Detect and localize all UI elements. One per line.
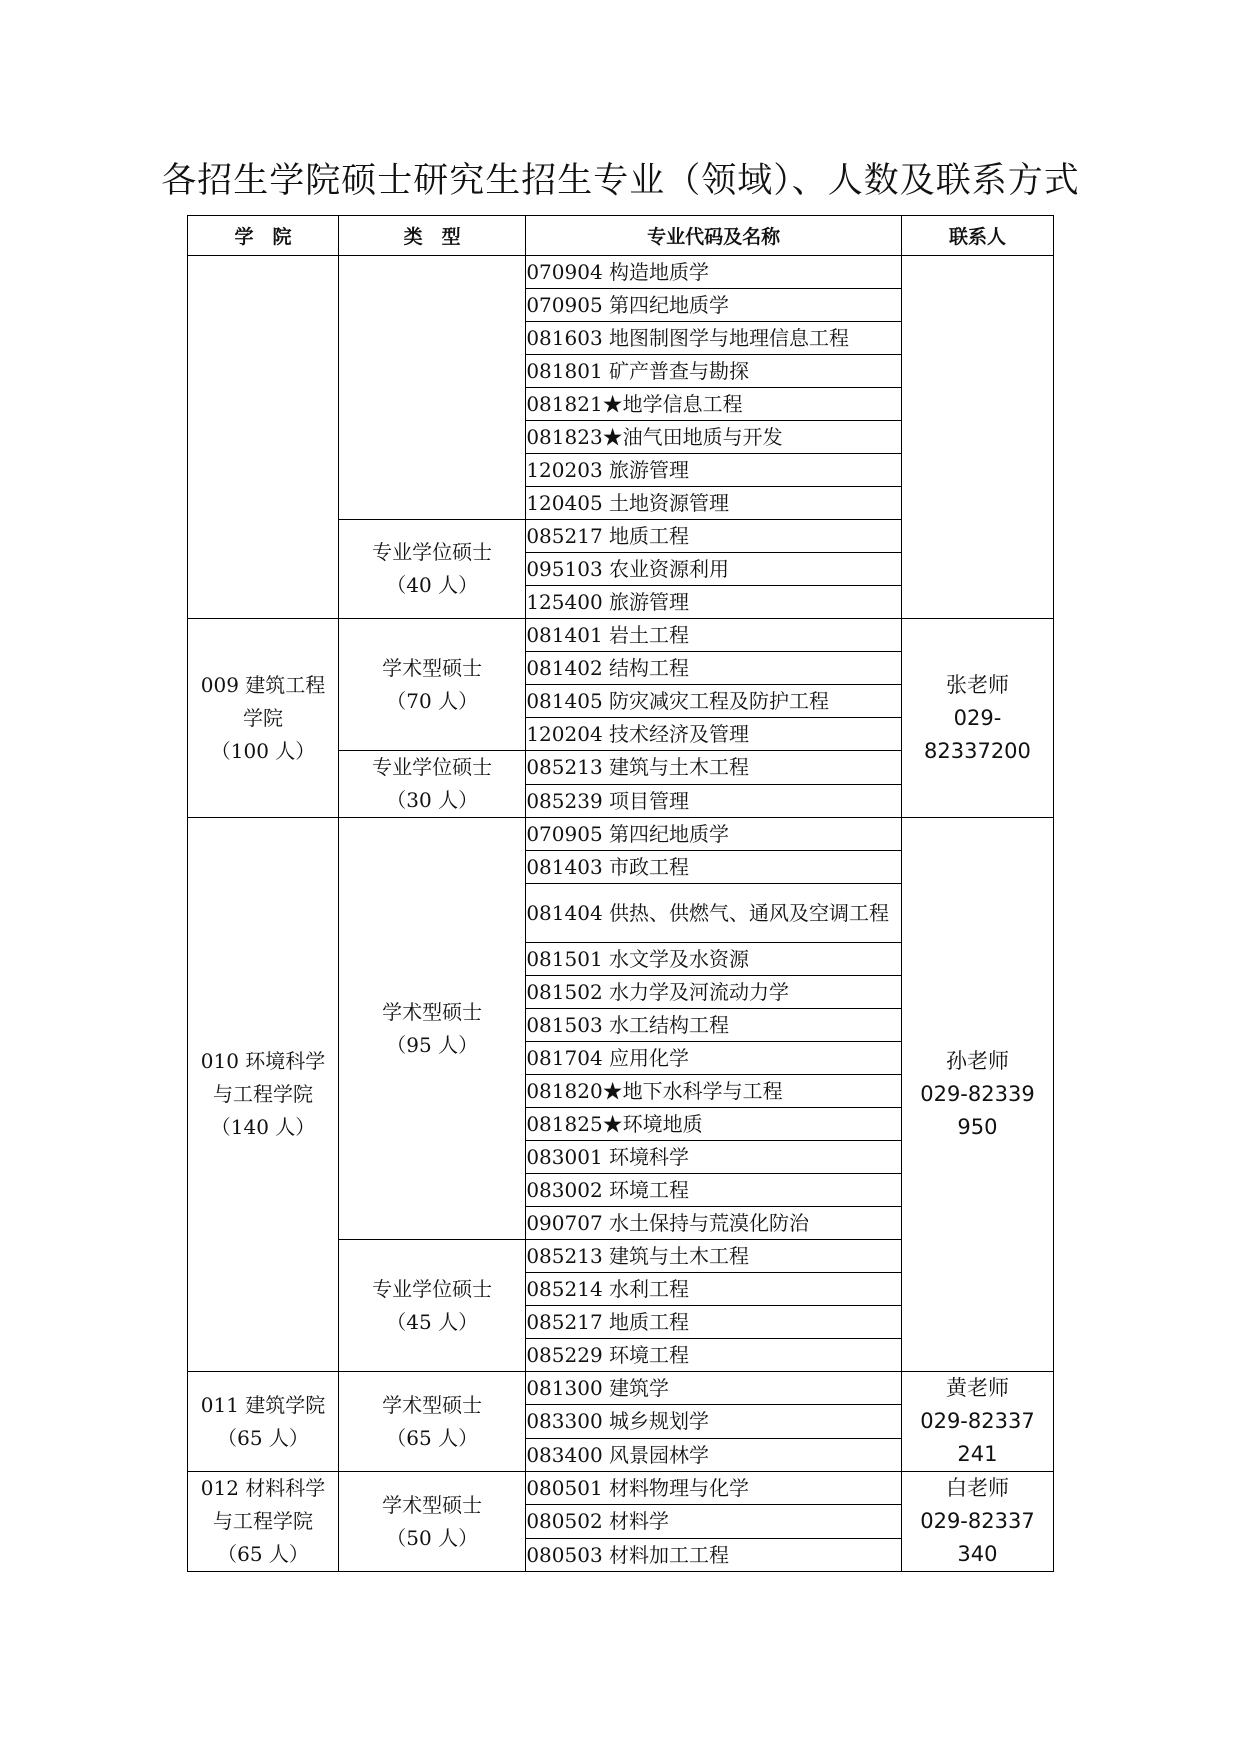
- contact-name: 黄老师: [945, 1376, 1009, 1400]
- major-cell: 070904 构造地质学: [526, 256, 902, 289]
- header-row: [188, 216, 1054, 256]
- major-cell: 081405 防灾减灾工程及防护工程: [526, 685, 902, 718]
- degree-type-line: 学术型硕士: [382, 1492, 483, 1517]
- table-body: [188, 256, 1054, 1572]
- contact-phone: 029-82339: [920, 1082, 1035, 1106]
- degree-type-line: （50 人）: [386, 1525, 479, 1550]
- degree-type-cell: [339, 1372, 526, 1472]
- college-cell: [188, 256, 339, 619]
- major-cell: 070905 第四纪地质学: [526, 818, 902, 851]
- major-cell: 085217 地质工程: [526, 520, 902, 553]
- degree-type-cell: [339, 818, 526, 1240]
- degree-type-line: 专业学位硕士: [372, 1276, 493, 1301]
- header-type: 类 型: [339, 216, 526, 256]
- degree-type-line: （70 人）: [386, 688, 479, 713]
- table-row: [188, 619, 1054, 652]
- college-line: （140 人）: [210, 1115, 316, 1139]
- major-cell: 120204 技术经济及管理: [526, 718, 902, 751]
- major-cell: 081502 水力学及河流动力学: [526, 976, 902, 1009]
- contact-name: 白老师: [945, 1476, 1009, 1500]
- college-cell: [188, 1472, 339, 1572]
- contact-phone: 029-82337: [920, 1509, 1035, 1533]
- college-line: （65 人）: [217, 1425, 309, 1450]
- major-cell: 081503 水工结构工程: [526, 1009, 902, 1042]
- major-cell: 081801 矿产普查与勘探: [526, 355, 902, 388]
- major-cell: 081820★地下水科学与工程: [526, 1075, 902, 1108]
- degree-type-cell: [339, 520, 526, 619]
- major-cell: 095103 农业资源利用: [526, 553, 902, 586]
- college-cell: [188, 1372, 339, 1472]
- header-contact: 联系人: [901, 216, 1053, 256]
- contact-cell: [901, 256, 1053, 619]
- major-cell: 083001 环境科学: [526, 1141, 902, 1174]
- degree-type-line: 学术型硕士: [382, 999, 483, 1024]
- degree-type-line: （30 人）: [386, 788, 479, 812]
- major-cell: 081300 建筑学: [526, 1372, 902, 1405]
- contact-name: 孙老师: [945, 1049, 1009, 1073]
- major-cell: 080502 材料学: [526, 1505, 902, 1538]
- contact-phone: 241: [957, 1442, 998, 1466]
- major-cell: 120203 旅游管理: [526, 454, 902, 487]
- major-cell: 083002 环境工程: [526, 1174, 902, 1207]
- table-row: [188, 1372, 1054, 1405]
- major-cell: 081403 市政工程: [526, 851, 902, 884]
- degree-type-cell: [339, 1472, 526, 1572]
- page-title: 各招生学院硕士研究生招生专业（领域）、人数及联系方式: [161, 161, 1080, 201]
- major-cell: 081402 结构工程: [526, 652, 902, 685]
- college-line: 009 建筑工程: [200, 672, 326, 697]
- degree-type-cell: [339, 1240, 526, 1372]
- major-cell: 120405 土地资源管理: [526, 487, 902, 520]
- major-cell: 085217 地质工程: [526, 1306, 902, 1339]
- college-cell: [188, 619, 339, 818]
- degree-type-line: （40 人）: [386, 573, 479, 597]
- major-cell: 090707 水土保持与荒漠化防治: [526, 1207, 902, 1240]
- contact-phone: 029-: [953, 705, 1002, 730]
- contact-cell: [901, 619, 1053, 818]
- degree-type-line: （45 人）: [386, 1309, 479, 1334]
- degree-type-line: （65 人）: [386, 1425, 479, 1450]
- header-major: 专业代码及名称: [526, 216, 902, 256]
- degree-type-line: 专业学位硕士: [372, 755, 493, 779]
- major-cell: 085229 环境工程: [526, 1339, 902, 1372]
- contact-cell: [901, 1472, 1053, 1572]
- degree-type-line: （95 人）: [386, 1032, 479, 1057]
- degree-type-cell: [339, 751, 526, 818]
- major-cell: 081823★油气田地质与开发: [526, 421, 902, 454]
- degree-type-line: 专业学位硕士: [372, 540, 493, 564]
- major-cell: 085214 水利工程: [526, 1273, 902, 1306]
- contact-cell: [901, 1372, 1053, 1472]
- college-line: 010 环境科学: [200, 1049, 326, 1073]
- major-cell: 081404 供热、供燃气、通风及空调工程: [526, 884, 902, 943]
- contact-phone: 029-82337: [920, 1409, 1035, 1433]
- contact-phone: 340: [957, 1542, 998, 1566]
- degree-type-line: 学术型硕士: [382, 1392, 483, 1417]
- college-line: 学院: [243, 705, 284, 730]
- major-cell: 085213 建筑与土木工程: [526, 1240, 902, 1273]
- major-cell: 081501 水文学及水资源: [526, 943, 902, 976]
- major-cell: 080503 材料加工工程: [526, 1538, 902, 1571]
- college-line: 与工程学院: [213, 1509, 314, 1533]
- major-cell: 081401 岩土工程: [526, 619, 902, 652]
- major-cell: 083300 城乡规划学: [526, 1405, 902, 1438]
- major-cell: 125400 旅游管理: [526, 586, 902, 619]
- contact-phone: 950: [957, 1115, 998, 1139]
- major-cell: 080501 材料物理与化学: [526, 1472, 902, 1505]
- contact-name: 张老师: [945, 672, 1009, 697]
- table-row: [188, 818, 1054, 851]
- college-line: 与工程学院: [213, 1082, 314, 1106]
- table-row: [188, 256, 1054, 289]
- college-line: 012 材料科学: [200, 1476, 326, 1500]
- college-line: 011 建筑学院: [200, 1392, 326, 1417]
- major-cell: 083400 风景园林学: [526, 1438, 902, 1471]
- degree-type-cell: [339, 256, 526, 520]
- major-cell: 081825★环境地质: [526, 1108, 902, 1141]
- degree-type-line: 学术型硕士: [382, 655, 483, 680]
- college-line: （100 人）: [210, 738, 316, 763]
- major-cell: 085239 项目管理: [526, 784, 902, 818]
- enrollment-table: [187, 215, 1054, 1572]
- major-cell: 081603 地图制图学与地理信息工程: [526, 322, 902, 355]
- major-cell: 081821★地学信息工程: [526, 388, 902, 421]
- college-cell: [188, 818, 339, 1372]
- header-college: 学 院: [188, 216, 339, 256]
- major-cell: 085213 建筑与土木工程: [526, 751, 902, 785]
- table-row: [188, 1472, 1054, 1505]
- college-line: （65 人）: [217, 1542, 309, 1566]
- major-cell: 081704 应用化学: [526, 1042, 902, 1075]
- contact-cell: [901, 818, 1053, 1372]
- major-cell: 070905 第四纪地质学: [526, 289, 902, 322]
- degree-type-cell: [339, 619, 526, 751]
- contact-phone: 82337200: [924, 738, 1031, 763]
